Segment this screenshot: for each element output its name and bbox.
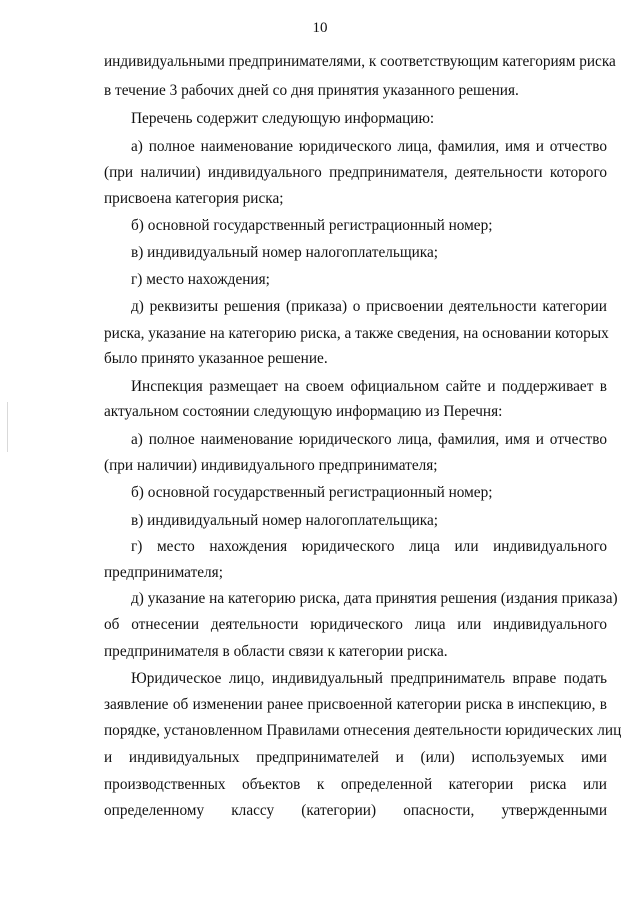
page-number: 10 [312,20,328,36]
text-line: б) основной государственный регистрационный номер; [131,217,493,234]
text-line: (при наличии) индивидуального предпринимателя, деятельности которого [104,164,607,181]
text-line: д) указание на категорию риска, дата принятия решения (издания приказа) [131,590,618,607]
text-line: предпринимателя; [104,564,223,581]
text-line: предпринимателя в области связи к категории риска. [104,643,448,660]
text-line: б) основной государственный регистрационный номер; [131,484,493,501]
margin-mark [7,402,8,452]
text-line: г) место нахождения юридического лица или индивидуального [131,538,607,555]
text-line: д) реквизиты решения (приказа) о присвоении деятельности категории [131,298,607,315]
text-line: а) полное наименование юридического лица, фамилия, имя и отчество [131,431,607,448]
text-line: актуальном состоянии следующую информацию из Перечня: [104,403,503,420]
text-line: а) полное наименование юридического лица, фамилия, имя и отчество [131,138,607,155]
text-line: присвоена категория риска; [104,190,284,207]
text-line: производственных объектов к определенной категории риска или [104,776,607,793]
text-line: Юридическое лицо, индивидуальный предприниматель вправе подать [131,670,607,687]
text-line: об отнесении деятельности юридического лица или индивидуального [104,616,607,633]
text-line: в) индивидуальный номер налогоплательщика; [131,244,439,261]
text-line: риска, указание на категорию риска, а также сведения, на основании которых [104,325,609,342]
text-line: (при наличии) индивидуального предпринимателя; [104,457,438,474]
text-line: было принято указанное решение. [104,350,328,367]
text-line: г) место нахождения; [131,271,270,288]
text-line: заявление об изменении ранее присвоенной категории риска в инспекцию, в [104,696,607,713]
text-line: определенному классу (категории) опасности, утвержденными [104,802,607,819]
text-line: в течение 3 рабочих дней со дня принятия указанного решения. [104,82,519,99]
text-line: Перечень содержит следующую информацию: [131,110,435,127]
text-line: порядке, установленном Правилами отнесения деятельности юридических лиц [104,722,622,739]
text-line: и индивидуальных предпринимателей и (или) используемых ими [104,749,607,766]
text-line: в) индивидуальный номер налогоплательщика; [131,512,439,529]
text-line: Инспекция размещает на своем официальном сайте и поддерживает в [131,378,607,395]
text-line: индивидуальными предпринимателями, к соответствующим категориям риска [104,53,616,70]
